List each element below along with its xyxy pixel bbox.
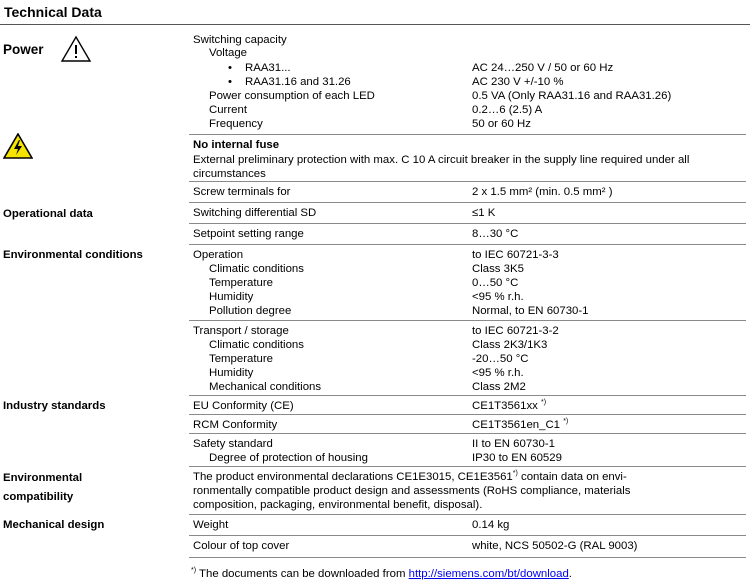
colour-value: white, NCS 50502-G (RAL 9003) — [472, 540, 638, 552]
title-divider — [0, 24, 750, 25]
op-pollution-label: Pollution degree — [209, 305, 292, 317]
env-compat-line2: ronmentally compatible product design and assessments (RoHS compliance, materials — [193, 485, 631, 497]
current-value: 0.2…6 (2.5) A — [472, 104, 543, 116]
weight-row — [189, 514, 746, 534]
tr-climatic-value: Class 2K3/1K3 — [472, 339, 548, 351]
setpoint-label: Setpoint setting range — [193, 228, 304, 240]
op-climatic-label: Climatic conditions — [209, 263, 304, 275]
current-label: Current — [209, 104, 247, 116]
raa31-label: RAA31... — [245, 62, 291, 74]
voltage-label: Voltage — [209, 47, 248, 59]
section-mechanical: Mechanical design — [3, 519, 105, 531]
section-operational: Operational data — [3, 208, 93, 220]
sd-label: Switching differential SD — [193, 207, 317, 219]
rcm-label: RCM Conformity — [193, 419, 278, 431]
operation-value: to IEC 60721-3-3 — [472, 249, 559, 261]
op-humidity-value: <95 % r.h. — [472, 291, 524, 303]
footnote-marker: *) — [191, 567, 197, 575]
section-industry: Industry standards — [3, 400, 106, 412]
fuse-title: No internal fuse — [193, 139, 280, 151]
tr-humidity-value: <95 % r.h. — [472, 367, 524, 379]
eu-row — [189, 395, 746, 415]
frequency-label: Frequency — [209, 118, 263, 130]
colour-row — [189, 535, 746, 558]
env-compat-line3: composition, packaging, environmental benefit, disposal). — [193, 499, 483, 511]
op-temp-label: Temperature — [209, 277, 273, 289]
setpoint-value: 8…30 °C — [472, 228, 519, 240]
page-title: Technical Data — [4, 4, 102, 20]
safety-label: Safety standard — [193, 438, 273, 450]
switching-capacity-label: Switching capacity — [193, 34, 287, 46]
colour-label: Colour of top cover — [193, 540, 290, 552]
op-pollution-value: Normal, to EN 60730-1 — [472, 305, 589, 317]
bullet-icon: • — [228, 76, 232, 88]
section-env-compat-line2: compatibility — [3, 491, 74, 503]
transport-label: Transport / storage — [193, 325, 289, 337]
housing-value: IP30 to EN 60529 — [472, 452, 562, 464]
rcm-row — [189, 414, 746, 434]
operation-block — [189, 244, 746, 321]
section-power: Power — [3, 42, 44, 57]
transport-block — [189, 320, 746, 396]
led-label: Power consumption of each LED — [209, 90, 375, 102]
sd-row — [189, 202, 746, 223]
transport-value: to IEC 60721-3-2 — [472, 325, 559, 337]
op-climatic-value: Class 3K5 — [472, 263, 524, 275]
safety-block — [189, 433, 746, 467]
footnote-marker: *) — [541, 399, 547, 407]
safety-value: II to EN 60730-1 — [472, 438, 555, 450]
weight-label: Weight — [193, 519, 229, 531]
power-block — [189, 33, 746, 133]
tr-temp-label: Temperature — [209, 353, 273, 365]
env-compat-block — [189, 466, 746, 514]
footnote-marker: *) — [563, 418, 569, 426]
op-temp-value: 0…50 °C — [472, 277, 519, 289]
eu-label: EU Conformity (CE) — [193, 400, 294, 412]
screw-label: Screw terminals for — [193, 186, 291, 198]
bullet-icon: • — [228, 62, 232, 74]
fuse-block — [189, 134, 746, 182]
housing-label: Degree of protection of housing — [209, 452, 368, 464]
raa3116-label: RAA31.16 and 31.26 — [245, 76, 351, 88]
screw-row — [189, 181, 746, 202]
weight-value: 0.14 kg — [472, 519, 510, 531]
frequency-value: 50 or 60 Hz — [472, 118, 531, 130]
eu-value: CE1T3561xx *) — [472, 399, 547, 412]
warning-triangle-icon — [60, 35, 92, 63]
sd-value: ≤1 K — [472, 207, 496, 219]
tr-temp-value: -20…50 °C — [472, 353, 529, 365]
operation-label: Operation — [193, 249, 244, 261]
section-env-compat-line1: Environmental — [3, 472, 83, 484]
footnote-marker: *) — [512, 470, 518, 478]
tr-humidity-label: Humidity — [209, 367, 254, 379]
fuse-text: External preliminary protection with max. C 10 A circuit breaker in the supply line required under all circumstances — [193, 154, 690, 180]
setpoint-row — [189, 223, 746, 244]
screw-value: 2 x 1.5 mm² (min. 0.5 mm² ) — [472, 186, 613, 198]
raa31-value: AC 24…250 V / 50 or 60 Hz — [472, 62, 614, 74]
op-humidity-label: Humidity — [209, 291, 254, 303]
tr-mechanical-label: Mechanical conditions — [209, 381, 322, 393]
rcm-value: CE1T3561en_C1 *) — [472, 418, 569, 431]
led-value: 0.5 VA (Only RAA31.16 and RAA31.26) — [472, 90, 672, 102]
download-link[interactable]: http://siemens.com/bt/download — [408, 568, 569, 580]
high-voltage-warning-icon — [3, 133, 33, 159]
tr-climatic-label: Climatic conditions — [209, 339, 304, 351]
raa3116-value: AC 230 V +/-10 % — [472, 76, 564, 88]
env-compat-line1: The product environmental declarations CE1E3015, CE1E3561*) contain data on envi- — [193, 470, 627, 483]
section-environmental: Environmental conditions — [3, 249, 143, 261]
footnote: *) The documents can be downloaded from http://siemens.com/bt/download. — [191, 567, 572, 580]
tr-mechanical-value: Class 2M2 — [472, 381, 526, 393]
